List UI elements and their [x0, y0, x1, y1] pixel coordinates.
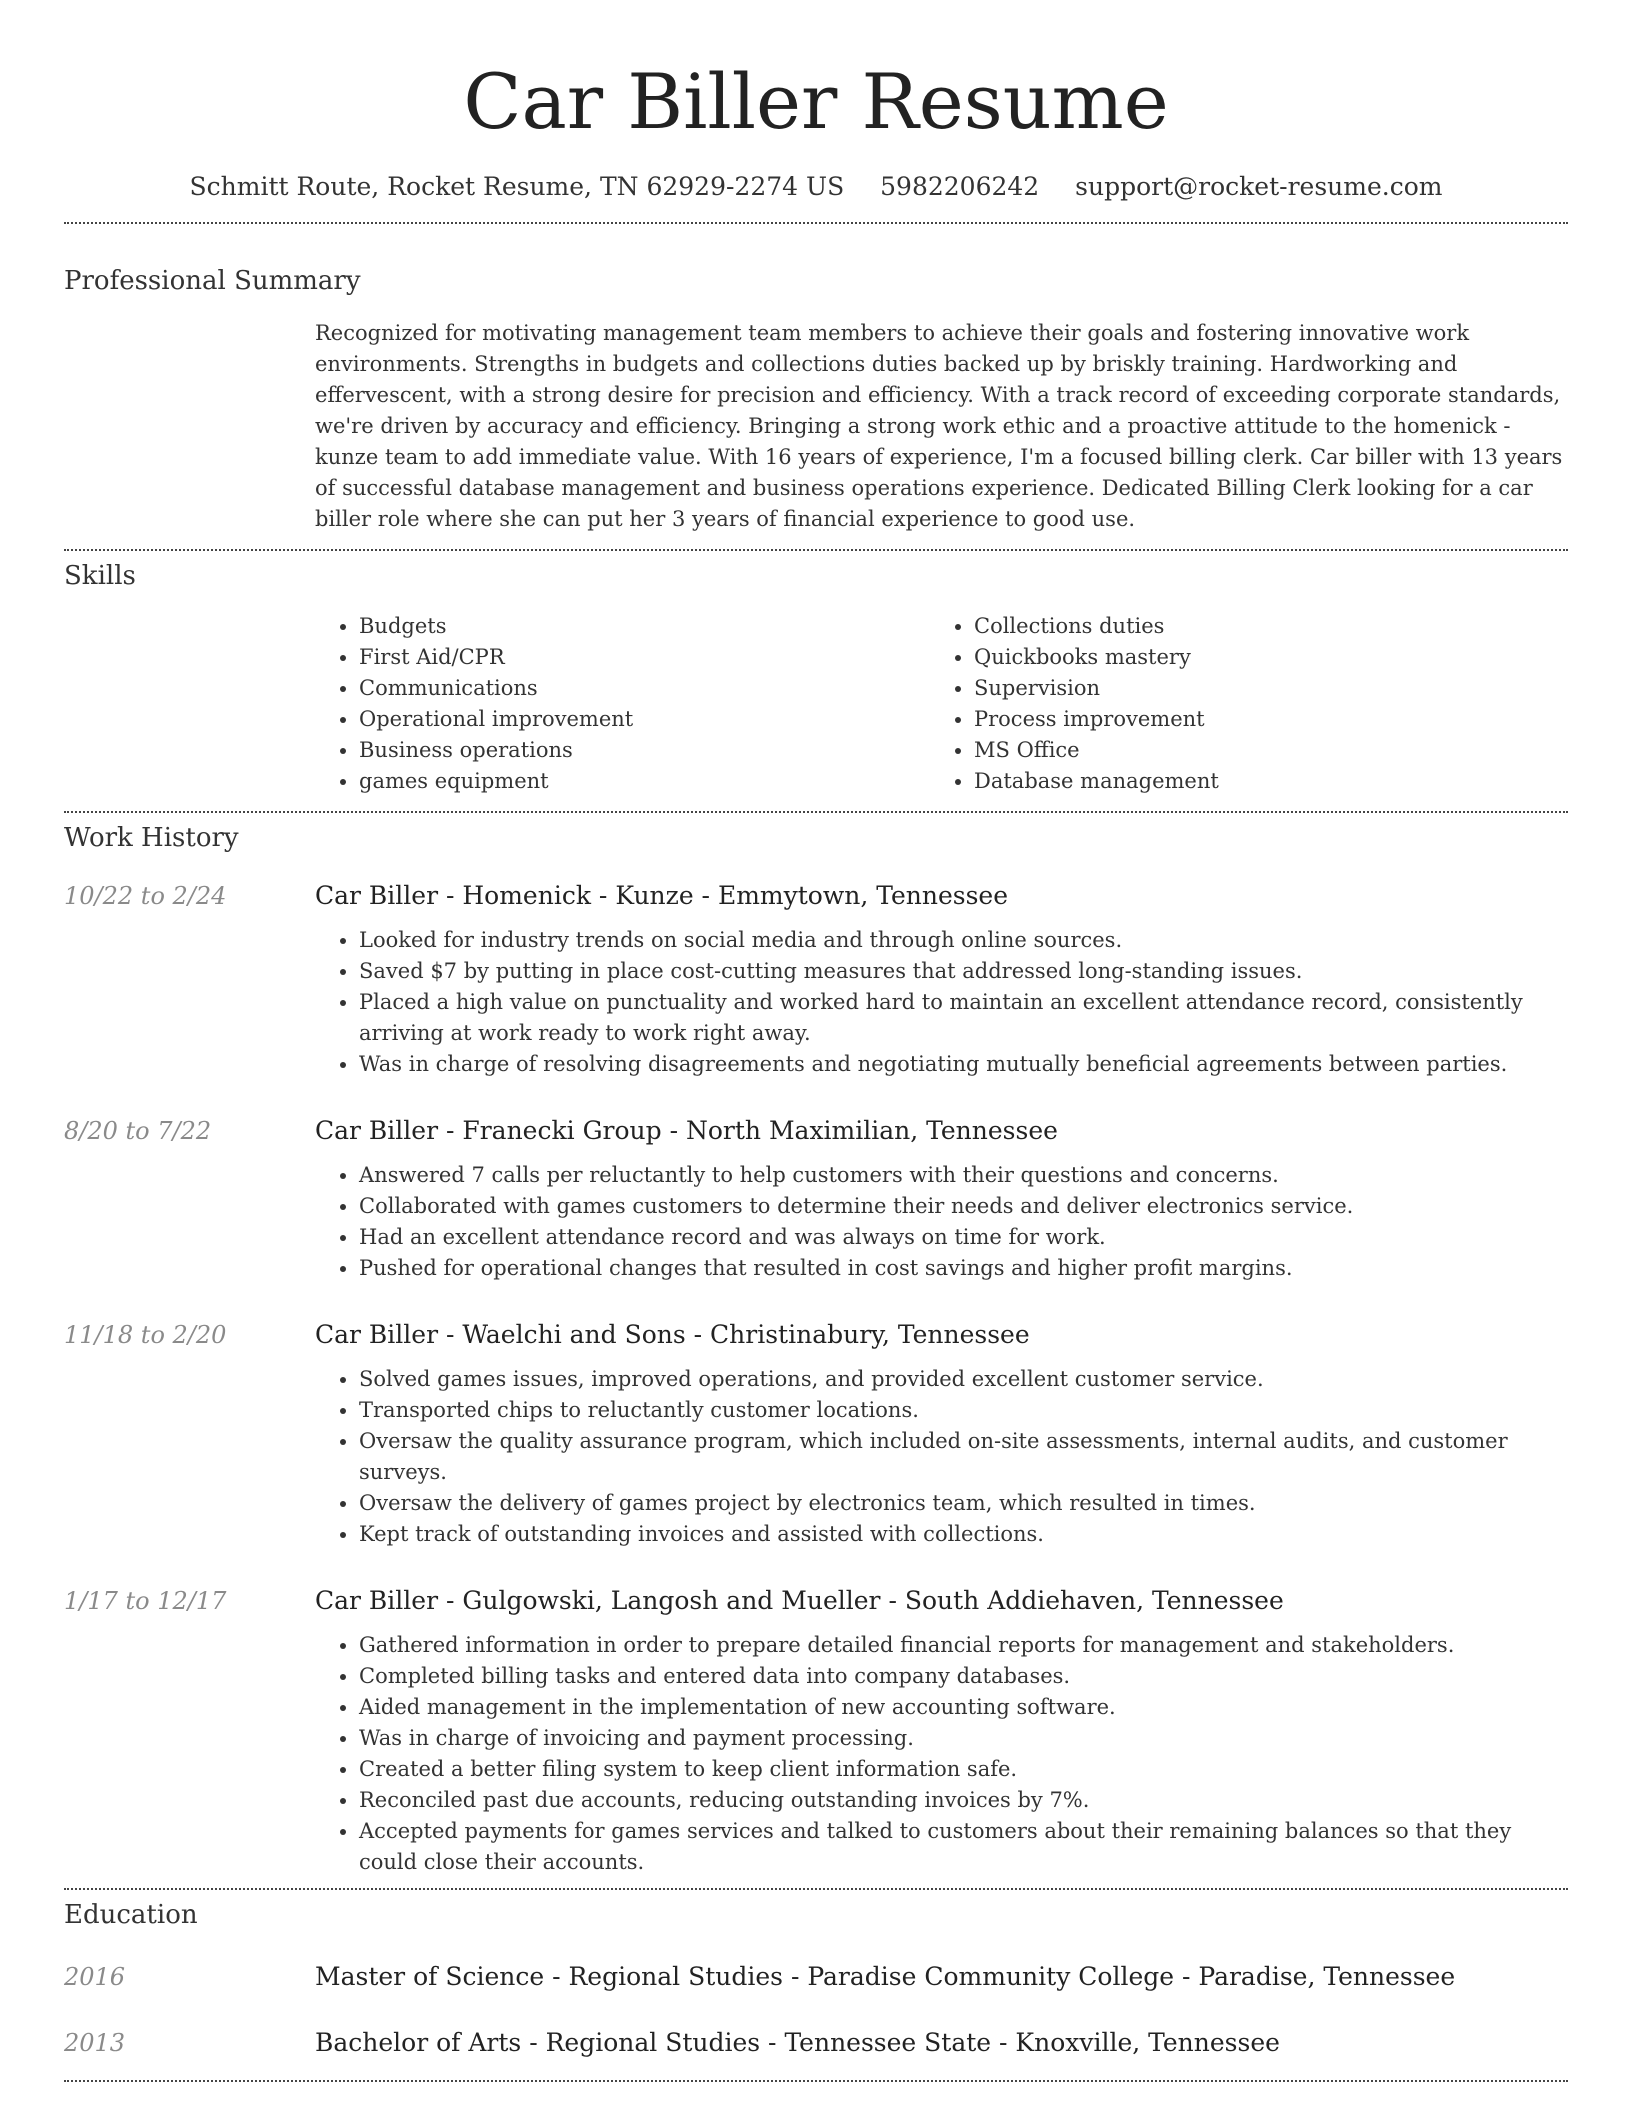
job-dates: 11/18 to 2/20	[64, 1321, 227, 1349]
education-year: 2013	[64, 2029, 126, 2057]
contact-info	[64, 170, 1568, 204]
contact-phone: 5982206242	[880, 172, 1040, 201]
job-bullet: • Pushed for operational changes that resulted in cost savings and higher profit margins.	[359, 1253, 1568, 1284]
job-bullet: • Gathered information in order to prepare detailed financial reports for management and stakeholders.	[359, 1630, 1568, 1661]
job-entry	[64, 1580, 1568, 1888]
job-title: Car Biller - Gulgowski, Langosh and Mueller - South Addiehaven, Tennessee	[315, 1586, 1284, 1615]
skills-list-left	[315, 611, 930, 797]
job-entry	[64, 1110, 1568, 1294]
section-heading-summary: Professional Summary	[64, 266, 361, 296]
job-entry	[64, 875, 1568, 1090]
job-bullet: • Oversaw the quality assurance program, which included on-site assessments, internal audits, and customer surveys.	[359, 1426, 1568, 1488]
education-section	[64, 1890, 1568, 2060]
professional-summary-section	[64, 224, 1568, 549]
skill-item: • Database management	[974, 766, 1568, 797]
job-title: Car Biller - Franecki Group - North Maximilian, Tennessee	[315, 1116, 1058, 1145]
skill-item: • Process improvement	[974, 704, 1568, 735]
job-bullet: • Oversaw the delivery of games project by electronics team, which resulted in times.	[359, 1488, 1568, 1519]
job-details	[315, 1314, 1568, 1560]
job-bullet: • Was in charge of resolving disagreements and negotiating mutually beneficial agreements between parties.	[359, 1049, 1568, 1080]
job-bullet: • Kept track of outstanding invoices and assisted with collections.	[359, 1519, 1568, 1550]
job-bullet: • Reconciled past due accounts, reducing outstanding invoices by 7%.	[359, 1785, 1568, 1816]
job-entry	[64, 1314, 1568, 1560]
education-entry	[64, 1960, 1568, 1994]
job-bullet: • Answered 7 calls per reluctantly to help customers with their questions and concerns.	[359, 1160, 1568, 1191]
skill-item: • Operational improvement	[359, 704, 930, 735]
skill-item: • Budgets	[359, 611, 930, 642]
job-bullet: • Looked for industry trends on social media and through online sources.	[359, 925, 1568, 956]
job-bullet: • Placed a high value on punctuality and worked hard to maintain an excellent attendance record, consistently arriving at work ready to work right away.	[359, 987, 1568, 1049]
skills-section	[64, 551, 1568, 811]
skill-item: • Supervision	[974, 673, 1568, 704]
skill-item: • Communications	[359, 673, 930, 704]
skill-item: • Quickbooks mastery	[974, 642, 1568, 673]
summary-text: Recognized for motivating management team members to achieve their goals and fostering innovative work environments. Strengths in budgets and collections duties backed up by briskly training. Hardworking and effervescent, with a strong desire for precision and efficiency. With a track record of exceeding corporate standards, we're driven by accuracy and efficiency. Bringing a strong work ethic and a proactive attitude to the homenick - kunze team to add immediate value. With 16 years of experience, I'm a focused billing clerk. Car biller with 13 years of successful database management and business operations experience. Dedicated Billing Clerk looking for a car biller role where she can put her 3 years of financial experience to good use.	[315, 321, 1563, 531]
job-bullet: • Saved $7 by putting in place cost-cutting measures that addressed long-standing issues.	[359, 956, 1568, 987]
skill-item: • games equipment	[359, 766, 930, 797]
education-entry	[64, 2026, 1568, 2060]
skills-grid	[315, 611, 1568, 811]
job-details	[315, 1580, 1568, 1888]
contact-address: Schmitt Route, Rocket Resume, TN 62929-2274 US	[189, 172, 845, 201]
job-title: Car Biller - Homenick - Kunze - Emmytown, Tennessee	[315, 881, 1009, 910]
skill-item: • MS Office	[974, 735, 1568, 766]
skills-list-right	[930, 611, 1568, 797]
resume-title: Car Biller Resume	[463, 57, 1169, 146]
job-dates: 10/22 to 2/24	[64, 882, 227, 910]
job-bullet: • Created a better filing system to keep client information safe.	[359, 1754, 1568, 1785]
job-dates: 8/20 to 7/22	[64, 1117, 212, 1145]
work-history-section	[64, 813, 1568, 1888]
education-title: Master of Science - Regional Studies - Paradise Community College - Paradise, Tennessee	[315, 1962, 1456, 1991]
job-bullet: • Aided management in the implementation of new accounting software.	[359, 1692, 1568, 1723]
section-heading-skills: Skills	[64, 561, 136, 591]
section-heading-work: Work History	[64, 823, 239, 853]
education-year: 2016	[64, 1963, 126, 1991]
job-bullets	[315, 1630, 1568, 1878]
job-bullet: • Collaborated with games customers to determine their needs and deliver electronics service.	[359, 1191, 1568, 1222]
job-title: Car Biller - Waelchi and Sons - Christinabury, Tennessee	[315, 1320, 1030, 1349]
job-bullet: • Had an excellent attendance record and was always on time for work.	[359, 1222, 1568, 1253]
skill-item: • Collections duties	[974, 611, 1568, 642]
job-bullets	[315, 925, 1568, 1080]
section-heading-education: Education	[64, 1900, 198, 1930]
job-details	[315, 875, 1568, 1090]
skill-item: • First Aid/CPR	[359, 642, 930, 673]
education-title: Bachelor of Arts - Regional Studies - Tennessee State - Knoxville, Tennessee	[315, 2028, 1280, 2057]
job-details	[315, 1110, 1568, 1294]
job-bullets	[315, 1160, 1568, 1284]
skill-item: • Business operations	[359, 735, 930, 766]
job-bullet: • Transported chips to reluctantly customer locations.	[359, 1395, 1568, 1426]
job-bullets	[315, 1364, 1568, 1550]
job-bullet: • Was in charge of invoicing and payment processing.	[359, 1723, 1568, 1754]
job-bullet: • Accepted payments for games services and talked to customers about their remaining balances so that they could close their accounts.	[359, 1816, 1568, 1878]
job-dates: 1/17 to 12/17	[64, 1587, 227, 1615]
education-divider	[64, 2080, 1568, 2082]
job-bullet: • Solved games issues, improved operations, and provided excellent customer service.	[359, 1364, 1568, 1395]
contact-email: support@rocket-resume.com	[1075, 172, 1443, 201]
job-bullet: • Completed billing tasks and entered data into company databases.	[359, 1661, 1568, 1692]
